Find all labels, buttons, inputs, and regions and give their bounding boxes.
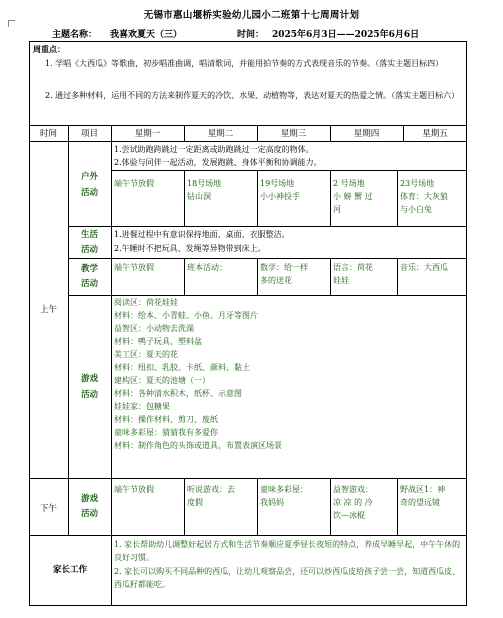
outdoor-goal-2: 2.体验与同伴一起活动，发展跑跳、身体平衡和协调能力。 <box>114 158 322 167</box>
game-label-2: 活动 <box>80 390 98 400</box>
header-monday: 星期一 <box>134 129 161 139</box>
game-label-1: 游戏 <box>80 374 98 384</box>
afternoon-monday: 端午节放假 <box>114 485 154 494</box>
game-line: 材料：鸭子玩具、塑料盆 <box>114 337 202 346</box>
life-goal-2: 2.午睡时不把玩具、发绳等异物带到床上。 <box>114 244 266 253</box>
header-tuesday: 星期二 <box>207 129 234 139</box>
afternoon-friday: 野战区1：神 奇的望远镜 <box>400 485 446 507</box>
family-label: 家长工作 <box>52 565 87 575</box>
life-label-1: 生活 <box>80 230 98 240</box>
outdoor-thursday: 2 号场地 小 螃 蟹 过 河 <box>333 179 373 214</box>
game-line: 娃娃家：包糖果 <box>114 402 170 411</box>
theme-label: 主题名称： <box>52 30 98 40</box>
afternoon-game-label-1: 游戏 <box>80 494 98 504</box>
time-label: 时间： <box>237 30 265 40</box>
game-line: 建构区：夏天的池塘（一） <box>114 376 210 385</box>
focus-heading: 周重点： <box>33 44 65 54</box>
outdoor-label-2: 活动 <box>80 188 98 198</box>
corner-mark <box>8 20 15 27</box>
teaching-label-2: 活动 <box>80 279 98 289</box>
theme-value: 我喜欢夏天（三） <box>110 30 183 40</box>
outdoor-wednesday: 19号场地 小小神投手 <box>260 179 300 201</box>
teaching-friday: 音乐：大西瓜 <box>400 263 448 272</box>
game-area-list <box>114 296 466 452</box>
period-morning: 上午 <box>39 305 57 315</box>
game-line: 材料：绘本、小青蛙、小鱼、月牙等图片 <box>114 311 258 320</box>
family-paragraph-2: 2. 家长可以购买不同品种的西瓜，让幼儿观察品尝，还可以炒西瓜皮给孩子尝一尝，知道西瓜皮、西瓜籽都能吃。 <box>114 567 461 589</box>
game-line: 美工区：夏天的花 <box>114 350 178 359</box>
afternoon-wednesday: 童味多彩屋： 我妈妈 <box>260 485 308 507</box>
teaching-thursday: 语言：荷花 娃娃 <box>333 263 373 285</box>
teaching-monday: 端午节放假 <box>114 263 154 272</box>
afternoon-tuesday: 听说游戏：去 度假 <box>187 485 235 507</box>
life-goal-1: 1.进餐过程中有意识保持地面、桌面、衣服整洁。 <box>114 230 290 239</box>
focus-paragraph-2: 2. 通过多种材料，运用不同的方法来制作夏天的冷饮、水果、动植物等，表达对夏天的热爱之情。（落实主题目标六） <box>45 91 460 100</box>
header-friday: 星期五 <box>422 129 448 139</box>
outdoor-monday: 端午节放假 <box>114 179 154 188</box>
header-thursday: 星期四 <box>353 129 380 139</box>
outdoor-tuesday: 18号场地 钻山洞 <box>187 179 222 201</box>
life-label-2: 活动 <box>80 245 98 255</box>
time-value: 2025年6月3日——2025年6月6日 <box>272 30 420 40</box>
outdoor-goal-1: 1.尝试助跑跨跳过一定距离或助跑跳过一定高度的物体。 <box>114 145 314 154</box>
teaching-label-1: 教学 <box>80 264 98 274</box>
header-item: 项目 <box>80 129 98 139</box>
game-line: 材料：操作材料、剪刀、废纸 <box>114 415 218 424</box>
family-paragraph-1: 1. 家长帮助幼儿调整好起居方式和生活节奏顺应夏季昼长夜短的特点，养成早睡早起，中午午休的良好习惯。 <box>114 540 461 562</box>
afternoon-game-label-2: 活动 <box>80 509 98 519</box>
teaching-wednesday: 数学：给一样 多的送花 <box>260 263 308 285</box>
game-line: 材料：纽扣、乳胶、卡纸、颜料、黏土 <box>114 363 250 372</box>
game-line: 童味多彩屋：猜猜我有多爱你 <box>114 428 218 437</box>
game-line: 益智区：小动物去洗澡 <box>114 324 194 333</box>
header-wednesday: 星期三 <box>280 129 307 139</box>
teaching-tuesday: 班本活动： <box>187 263 227 272</box>
afternoon-thursday: 益智游戏： 凉 凉 的 冷 饮—冰棍 <box>333 485 373 520</box>
header-time: 时间 <box>39 129 57 139</box>
focus-paragraph-1: 1. 学唱《大西瓜》等歌曲，初步唱准曲调，唱清歌词，并能用拍节奏的方式表现音乐的节奏。（落实主题目标四） <box>45 59 444 68</box>
game-line: 材料：制作角色的头饰或道具，布置表演区场景 <box>114 441 282 450</box>
outdoor-friday: 23号场地 体育：大灰狼 与小白兔 <box>400 179 448 214</box>
outdoor-label-1: 户外 <box>80 172 98 182</box>
game-line: 阅读区：荷花娃娃 <box>114 298 178 307</box>
game-line: 材料：各种清水积木，纸杯、示意图 <box>114 389 242 398</box>
period-afternoon: 下午 <box>39 504 57 514</box>
document-title: 无锡市惠山堰桥实验幼儿园小二班第十七周周计划 <box>143 10 360 21</box>
